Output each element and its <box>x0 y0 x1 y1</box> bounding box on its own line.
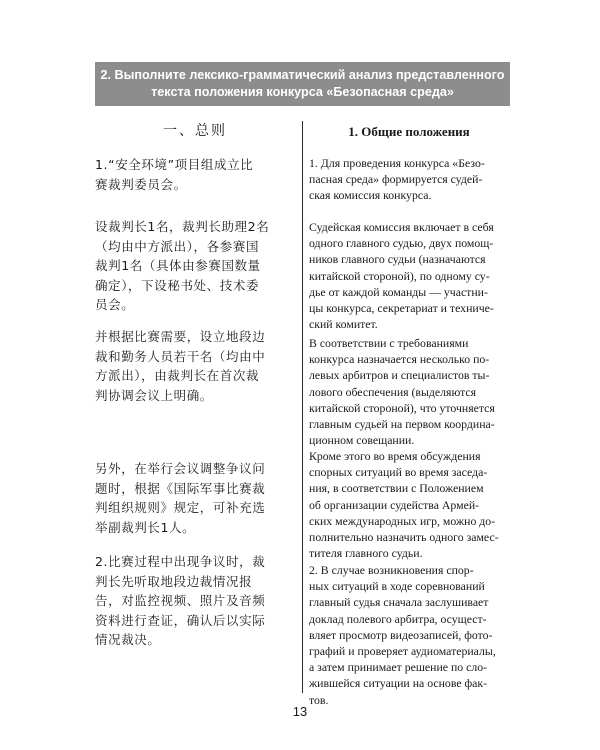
text-line: 判协调会议上明确。 <box>95 387 213 403</box>
text-line: 1. Для проведения конкурса «Безо- <box>309 156 485 170</box>
russian-section-title: 1. Общие положения <box>348 124 470 139</box>
banner-line-2: текста положения конкурса «Безопасная среда» <box>151 85 454 99</box>
text-line: 举副裁判长1人。 <box>95 519 196 535</box>
text-line: ных ситуаций в ходе соревнований <box>309 579 485 594</box>
text-line: 判长先听取地段边裁情况报 <box>95 573 253 589</box>
text-line: 员会。 <box>95 297 135 312</box>
text-line: доклад полевого арбитра, осущест- <box>309 611 487 626</box>
text-line: 确定），下设秘书处、技术委 <box>95 277 260 293</box>
russian-paragraph <box>309 562 509 708</box>
text-line: главным судьей на первом координа- <box>309 417 495 432</box>
text-line: Кроме этого во время обсуждения <box>309 449 481 463</box>
text-line: одного главного судью, двух помощ- <box>309 236 494 251</box>
chinese-paragraph <box>95 552 295 650</box>
chinese-column <box>95 122 295 647</box>
exercise-banner <box>95 62 510 106</box>
text-line: лового обеспечения (выделяются <box>309 384 477 399</box>
page-number: 13 <box>292 704 308 719</box>
text-line: 资料进行查证，确认后以实际 <box>95 612 266 628</box>
text-line: пасная среда» формируется судей- <box>309 172 483 187</box>
text-line: 情况裁决。 <box>95 632 161 647</box>
text-line: китайской стороной), по одному су- <box>309 268 490 283</box>
russian-paragraph <box>309 335 509 448</box>
chinese-section-title: 一、总则 <box>163 123 227 139</box>
text-line: ских международных игр, можно до- <box>309 513 496 528</box>
text-line: тителя главного судьи. <box>309 546 423 561</box>
text-line: главный судья сначала заслушивает <box>309 595 489 610</box>
chinese-paragraph <box>95 155 295 194</box>
text-line: жившейся ситуации на основе фак- <box>309 676 488 691</box>
text-line: тов. <box>309 692 329 707</box>
chinese-paragraph <box>95 217 295 315</box>
chinese-paragraph <box>95 327 295 405</box>
text-line: ский комитет. <box>309 317 378 332</box>
text-line: 2. В случае возникновения спор- <box>309 563 474 577</box>
text-line: 赛裁判委员会。 <box>95 176 187 192</box>
text-line: китайской стороной), что уточняется <box>309 400 495 415</box>
russian-paragraph <box>309 219 509 332</box>
russian-paragraph <box>309 155 509 204</box>
text-line: Судейская комиссия включает в себя <box>309 220 494 234</box>
banner-line-1: 2. Выполните лексико-грамматический анализ представленного <box>100 68 505 82</box>
text-line: графий и проверяет аудиоматериалы, <box>309 644 496 659</box>
text-line: ская комиссия конкурса. <box>309 188 432 203</box>
text-line: （均由中方派出），各参赛国 <box>95 238 260 254</box>
text-line: спорных ситуаций во время заседа- <box>309 465 488 480</box>
text-line: об организации судейства Армей- <box>309 497 480 512</box>
text-line: ников главного судьи (назначаются <box>309 252 486 267</box>
text-line: 题时，根据《国际军事比赛裁 <box>95 480 266 496</box>
russian-column <box>309 124 509 707</box>
text-line: 1.“安全环境”项目组成立比 <box>95 157 254 172</box>
text-line: 判组织规则》规定，可补充选 <box>95 500 266 515</box>
text-line: В соответствии с требованиями <box>309 336 469 350</box>
text-line: 裁判1名（具体由参赛国数量 <box>95 258 261 273</box>
text-line: 方派出），由裁判长在首次裁 <box>95 368 260 383</box>
text-line: цы конкурса, секретариат и техниче- <box>309 301 494 316</box>
text-line: дье от каждой команды — участни- <box>309 284 488 299</box>
text-line: 告，对监控视频、照片及音频 <box>95 593 266 608</box>
chinese-paragraph <box>95 459 295 537</box>
text-line: 并根据比赛需要，设立地段边 <box>95 329 266 344</box>
text-line: конкурса назначается несколько по- <box>309 352 490 367</box>
text-line: вляет просмотр видеозаписей, фото- <box>309 627 493 642</box>
text-line: 2.比赛过程中出现争议时，裁 <box>95 554 266 569</box>
text-line: а затем принимает решение по сло- <box>309 660 488 675</box>
text-line: ционном совещании. <box>309 433 415 448</box>
text-line: полнительно назначить одного замес- <box>309 530 499 545</box>
text-line: 另外，在举行会议调整争议问 <box>95 461 266 476</box>
text-line: 设裁判长1名，裁判长助理2名 <box>95 219 270 234</box>
text-line: 裁和勤务人员若干名（均由中 <box>95 348 266 364</box>
column-divider <box>302 121 303 693</box>
text-line: левых арбитров и специалистов ты- <box>309 368 490 383</box>
russian-paragraph <box>309 448 509 561</box>
text-line: ния, в соответствии с Положением <box>309 481 484 496</box>
